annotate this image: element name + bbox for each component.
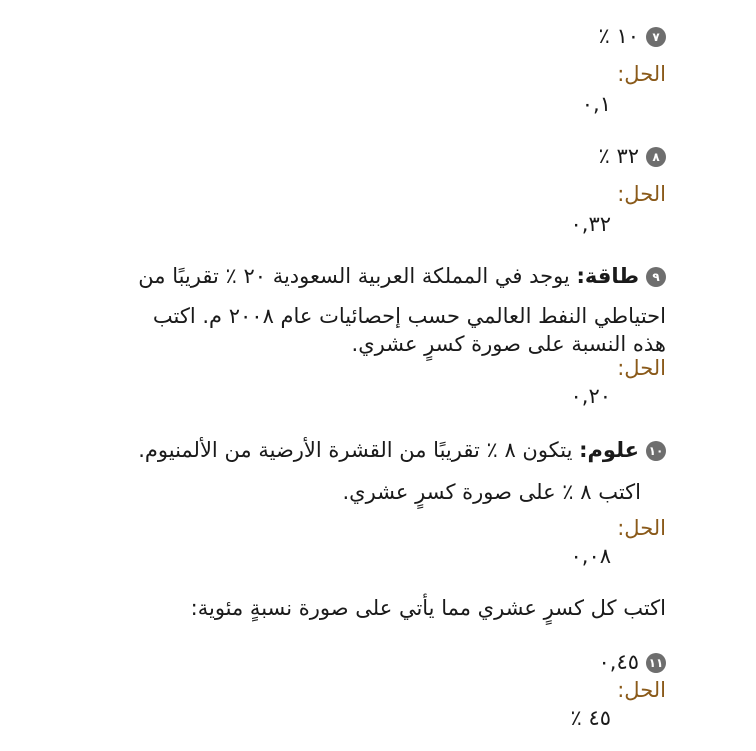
solution-label: الحل:: [617, 356, 666, 380]
problem-9-question: [138, 262, 666, 290]
question-text-line: هذه النسبة على صورة كسرٍ عشري.: [351, 332, 666, 356]
section-instruction: اكتب كل كسرٍ عشري مما يأتي على صورة نسبةٍ مئوية:: [190, 596, 666, 620]
problem-8-question: [598, 142, 666, 170]
question-text: يتكون ٨ ٪ تقريبًا من القشرة الأرضية من الألمنيوم.: [138, 438, 580, 462]
solution-label: الحل:: [617, 182, 666, 206]
question-text: ١٠ ٪: [598, 24, 639, 48]
problem-number-badge: ١٠: [646, 441, 666, 461]
problem-number-badge: ٩: [646, 267, 666, 287]
problem-10-question: [138, 436, 666, 464]
solution-answer: ٤٥ ٪: [570, 706, 611, 730]
subject-term: علوم:: [579, 438, 639, 462]
solution-answer: ٠,٢٠: [570, 384, 611, 408]
question-text: يوجد في المملكة العربية السعودية ٢٠ ٪ تقريبًا من: [138, 264, 577, 288]
problem-11-question: [598, 648, 666, 676]
solution-answer: ٠,١: [581, 92, 611, 116]
solution-label: الحل:: [617, 62, 666, 86]
problem-number-badge: ١١: [646, 653, 666, 673]
question-text-line: اكتب ٨ ٪ على صورة كسرٍ عشري.: [342, 480, 641, 504]
subject-term: طاقة:: [576, 264, 639, 288]
question-text: ٣٢ ٪: [598, 144, 639, 168]
solution-label: الحل:: [617, 678, 666, 702]
question-text-line: احتياطي النفط العالمي حسب إحصائيات عام ٢٠٠٨ م. اكتب: [152, 304, 666, 328]
problem-number-badge: ٧: [646, 27, 666, 47]
solution-label: الحل:: [617, 516, 666, 540]
solution-answer: ٠,٠٨: [570, 544, 611, 568]
problem-number-badge: ٨: [646, 147, 666, 167]
question-text: ٠,٤٥: [598, 650, 639, 674]
solution-answer: ٠,٣٢: [570, 212, 611, 236]
problem-7-question: [598, 22, 666, 50]
